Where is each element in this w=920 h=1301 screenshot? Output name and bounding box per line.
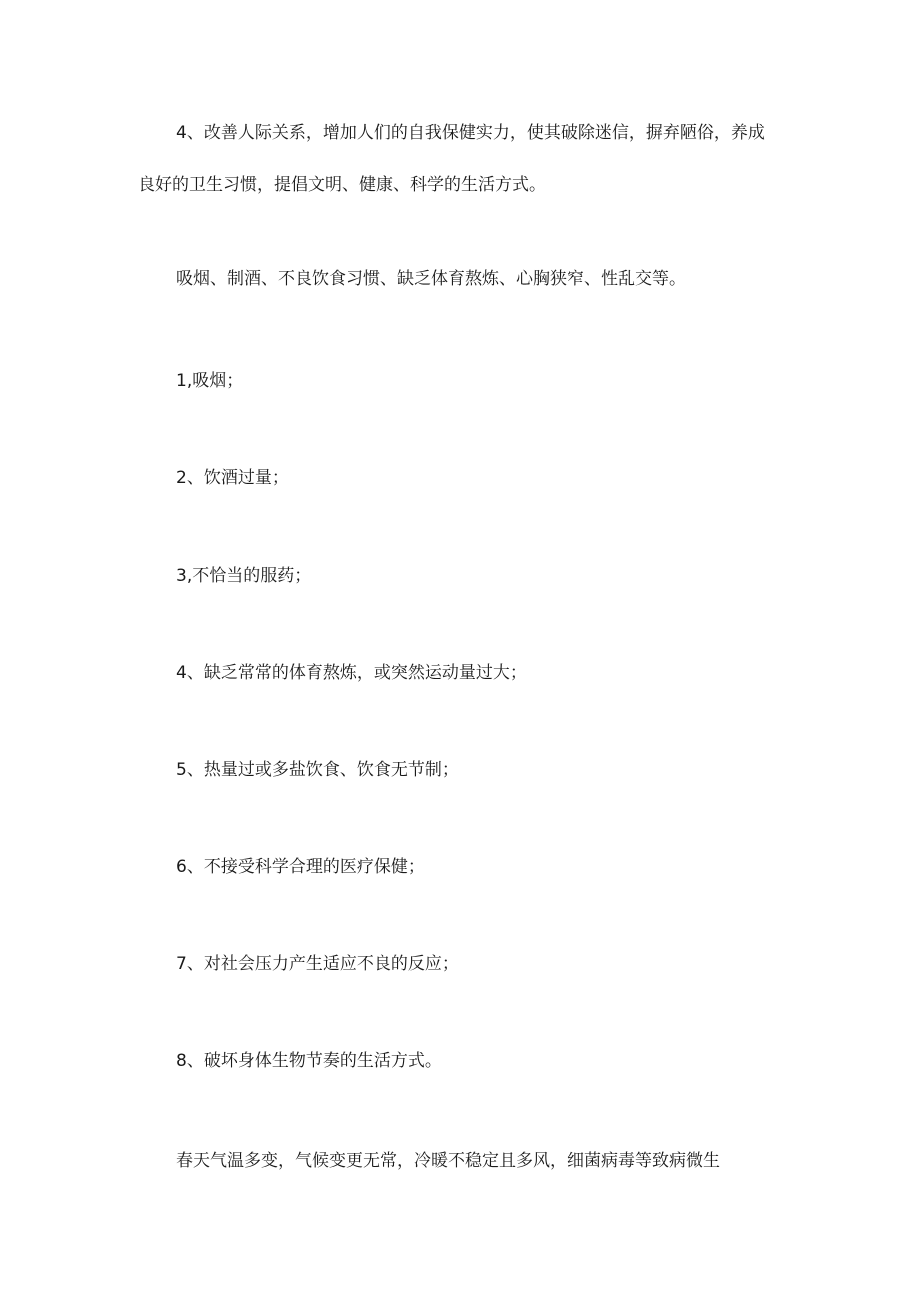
paragraph-3: 春天气温多变，气候变更无常，冷暖不稳定且多风，细菌病毒等致病微生: [176, 1151, 720, 1171]
list-item-4: 4、缺乏常常的体育熬炼，或突然运动量过大；: [176, 663, 527, 683]
paragraph-2: 吸烟、制酒、不良饮食习惯、缺乏体育熬炼、心胸狭窄、性乱交等。: [176, 269, 686, 289]
list-item-5: 5、热量过或多盐饮食、饮食无节制；: [176, 760, 459, 780]
list-item-6: 6、不接受科学合理的医疗保健；: [176, 857, 425, 877]
list-item-8: 8、破坏身体生物节奏的生活方式。: [176, 1051, 442, 1071]
list-item-3: 3,不恰当的服药；: [176, 566, 312, 586]
list-item-7: 7、对社会压力产生适应不良的反应；: [176, 954, 459, 974]
list-item-2: 2、饮酒过量；: [176, 468, 289, 488]
paragraph-1: 4、改善人际关系，增加人们的自我保健实力，使其破除迷信，摒弃陋俗，养成良好的卫生习惯，提倡文明、健康、科学的生活方式。: [138, 123, 765, 195]
list-item-1: 1,吸烟；: [176, 371, 244, 391]
